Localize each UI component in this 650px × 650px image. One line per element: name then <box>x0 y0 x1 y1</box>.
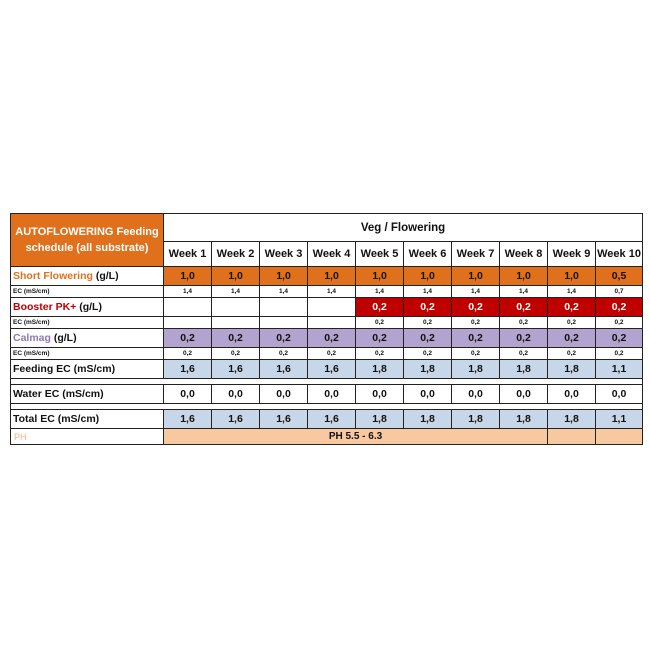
short-flowering-label <box>11 267 164 286</box>
short-flowering-value: 0,5 <box>596 267 643 286</box>
calmag-ec-value: 0,2 <box>404 348 452 360</box>
calmag-value: 0,2 <box>548 329 596 348</box>
feeding-ec-label: Feeding EC (mS/cm) <box>11 360 164 379</box>
booster-pk-ec-value <box>308 317 356 329</box>
week-header-9: Week 9 <box>548 242 596 267</box>
week-header-2: Week 2 <box>212 242 260 267</box>
booster-pk-ec-value: 0,2 <box>452 317 500 329</box>
water-ec-value: 0,0 <box>308 385 356 404</box>
short-flowering-ec-value: 1,4 <box>212 286 260 298</box>
short-flowering-ec-value: 1,4 <box>356 286 404 298</box>
water-ec-value: 0,0 <box>404 385 452 404</box>
booster-pk-value <box>308 298 356 317</box>
short-flowering-ec-row <box>11 286 643 298</box>
booster-pk-ec-value <box>260 317 308 329</box>
calmag-row <box>11 329 643 348</box>
feeding-ec-value: 1,6 <box>308 360 356 379</box>
short-flowering-value: 1,0 <box>500 267 548 286</box>
ph-value-cell <box>596 429 643 445</box>
short-flowering-ec-value: 1,4 <box>452 286 500 298</box>
total-ec-label: Total EC (mS/cm) <box>11 410 164 429</box>
total-ec-value: 1,6 <box>212 410 260 429</box>
booster-pk-value: 0,2 <box>548 298 596 317</box>
water-ec-row <box>11 385 643 404</box>
week-header-6: Week 6 <box>404 242 452 267</box>
short-flowering-value: 1,0 <box>404 267 452 286</box>
feeding-ec-value: 1,6 <box>212 360 260 379</box>
calmag-value: 0,2 <box>212 329 260 348</box>
booster-pk-value <box>260 298 308 317</box>
water-ec-value: 0,0 <box>356 385 404 404</box>
calmag-value: 0,2 <box>404 329 452 348</box>
calmag-value: 0,2 <box>260 329 308 348</box>
total-ec-value: 1,8 <box>548 410 596 429</box>
calmag-value: 0,2 <box>452 329 500 348</box>
calmag-value: 0,2 <box>356 329 404 348</box>
short-flowering-ec-value: 1,4 <box>548 286 596 298</box>
water-ec-value: 0,0 <box>500 385 548 404</box>
calmag-ec-label: EC (mS/cm) <box>11 348 164 360</box>
water-ec-value: 0,0 <box>452 385 500 404</box>
total-ec-value: 1,6 <box>260 410 308 429</box>
feeding-schedule-table <box>10 213 643 445</box>
feeding-ec-value: 1,8 <box>356 360 404 379</box>
booster-pk-unit: (g/L) <box>79 301 102 313</box>
booster-pk-row <box>11 298 643 317</box>
short-flowering-value: 1,0 <box>452 267 500 286</box>
calmag-label <box>11 329 164 348</box>
feeding-ec-value: 1,8 <box>548 360 596 379</box>
calmag-value: 0,2 <box>596 329 643 348</box>
week-header-3: Week 3 <box>260 242 308 267</box>
short-flowering-ec-value: 1,4 <box>260 286 308 298</box>
booster-pk-name: Booster PK+ <box>13 301 77 313</box>
week-header-10: Week 10 <box>596 242 643 267</box>
booster-pk-label <box>11 298 164 317</box>
calmag-ec-value: 0,2 <box>500 348 548 360</box>
schedule-title: AUTOFLOWERING Feeding schedule (all substrate) <box>11 214 164 267</box>
week-header-5: Week 5 <box>356 242 404 267</box>
water-ec-value: 0,0 <box>164 385 212 404</box>
ph-value: PH 5.5 - 6.3 <box>164 429 548 445</box>
feeding-ec-row <box>11 360 643 379</box>
booster-pk-value: 0,2 <box>596 298 643 317</box>
calmag-ec-row <box>11 348 643 360</box>
total-ec-value: 1,8 <box>356 410 404 429</box>
booster-pk-ec-value: 0,2 <box>356 317 404 329</box>
calmag-ec-value: 0,2 <box>356 348 404 360</box>
water-ec-value: 0,0 <box>596 385 643 404</box>
short-flowering-name: Short Flowering <box>13 270 93 282</box>
short-flowering-value: 1,0 <box>548 267 596 286</box>
total-ec-value: 1,8 <box>500 410 548 429</box>
water-ec-value: 0,0 <box>260 385 308 404</box>
calmag-ec-value: 0,2 <box>548 348 596 360</box>
short-flowering-value: 1,0 <box>212 267 260 286</box>
water-ec-value: 0,0 <box>548 385 596 404</box>
short-flowering-value: 1,0 <box>164 267 212 286</box>
booster-pk-ec-value <box>164 317 212 329</box>
total-ec-value: 1,1 <box>596 410 643 429</box>
short-flowering-ec-value: 0,7 <box>596 286 643 298</box>
feeding-ec-value: 1,8 <box>452 360 500 379</box>
week-header-4: Week 4 <box>308 242 356 267</box>
calmag-value: 0,2 <box>500 329 548 348</box>
short-flowering-ec-value: 1,4 <box>404 286 452 298</box>
booster-pk-value: 0,2 <box>404 298 452 317</box>
short-flowering-value: 1,0 <box>308 267 356 286</box>
feeding-ec-value: 1,6 <box>164 360 212 379</box>
header-row-phase <box>11 214 643 242</box>
booster-pk-ec-value: 0,2 <box>500 317 548 329</box>
calmag-name: Calmag <box>13 332 51 344</box>
phase-header: Veg / Flowering <box>164 214 643 242</box>
short-flowering-ec-value: 1,4 <box>164 286 212 298</box>
short-flowering-unit: (g/L) <box>95 270 119 282</box>
total-ec-value: 1,6 <box>164 410 212 429</box>
ph-label: PH <box>11 429 164 445</box>
booster-pk-value <box>212 298 260 317</box>
booster-pk-ec-label: EC (mS/cm) <box>11 317 164 329</box>
feeding-ec-value: 1,6 <box>260 360 308 379</box>
ph-value-cell <box>548 429 596 445</box>
feeding-ec-value: 1,8 <box>500 360 548 379</box>
feeding-ec-value: 1,1 <box>596 360 643 379</box>
calmag-ec-value: 0,2 <box>164 348 212 360</box>
short-flowering-ec-label: EC (mS/cm) <box>11 286 164 298</box>
short-flowering-value: 1,0 <box>356 267 404 286</box>
booster-pk-ec-value: 0,2 <box>404 317 452 329</box>
calmag-value: 0,2 <box>164 329 212 348</box>
calmag-ec-value: 0,2 <box>308 348 356 360</box>
week-header-7: Week 7 <box>452 242 500 267</box>
calmag-unit: (g/L) <box>53 332 77 344</box>
short-flowering-value: 1,0 <box>260 267 308 286</box>
water-ec-label: Water EC (mS/cm) <box>11 385 164 404</box>
booster-pk-value: 0,2 <box>500 298 548 317</box>
total-ec-value: 1,8 <box>452 410 500 429</box>
calmag-ec-value: 0,2 <box>596 348 643 360</box>
booster-pk-value: 0,2 <box>356 298 404 317</box>
calmag-ec-value: 0,2 <box>212 348 260 360</box>
calmag-ec-value: 0,2 <box>452 348 500 360</box>
short-flowering-ec-value: 1,4 <box>500 286 548 298</box>
water-ec-value: 0,0 <box>212 385 260 404</box>
ph-row <box>11 429 643 445</box>
calmag-ec-value: 0,2 <box>260 348 308 360</box>
booster-pk-ec-row <box>11 317 643 329</box>
short-flowering-row <box>11 267 643 286</box>
calmag-value: 0,2 <box>308 329 356 348</box>
total-ec-value: 1,6 <box>308 410 356 429</box>
booster-pk-ec-value: 0,2 <box>548 317 596 329</box>
booster-pk-value: 0,2 <box>452 298 500 317</box>
feeding-ec-value: 1,8 <box>404 360 452 379</box>
week-header-8: Week 8 <box>500 242 548 267</box>
total-ec-row <box>11 410 643 429</box>
booster-pk-ec-value <box>212 317 260 329</box>
week-header-1: Week 1 <box>164 242 212 267</box>
short-flowering-ec-value: 1,4 <box>308 286 356 298</box>
booster-pk-ec-value: 0,2 <box>596 317 643 329</box>
booster-pk-value <box>164 298 212 317</box>
total-ec-value: 1,8 <box>404 410 452 429</box>
